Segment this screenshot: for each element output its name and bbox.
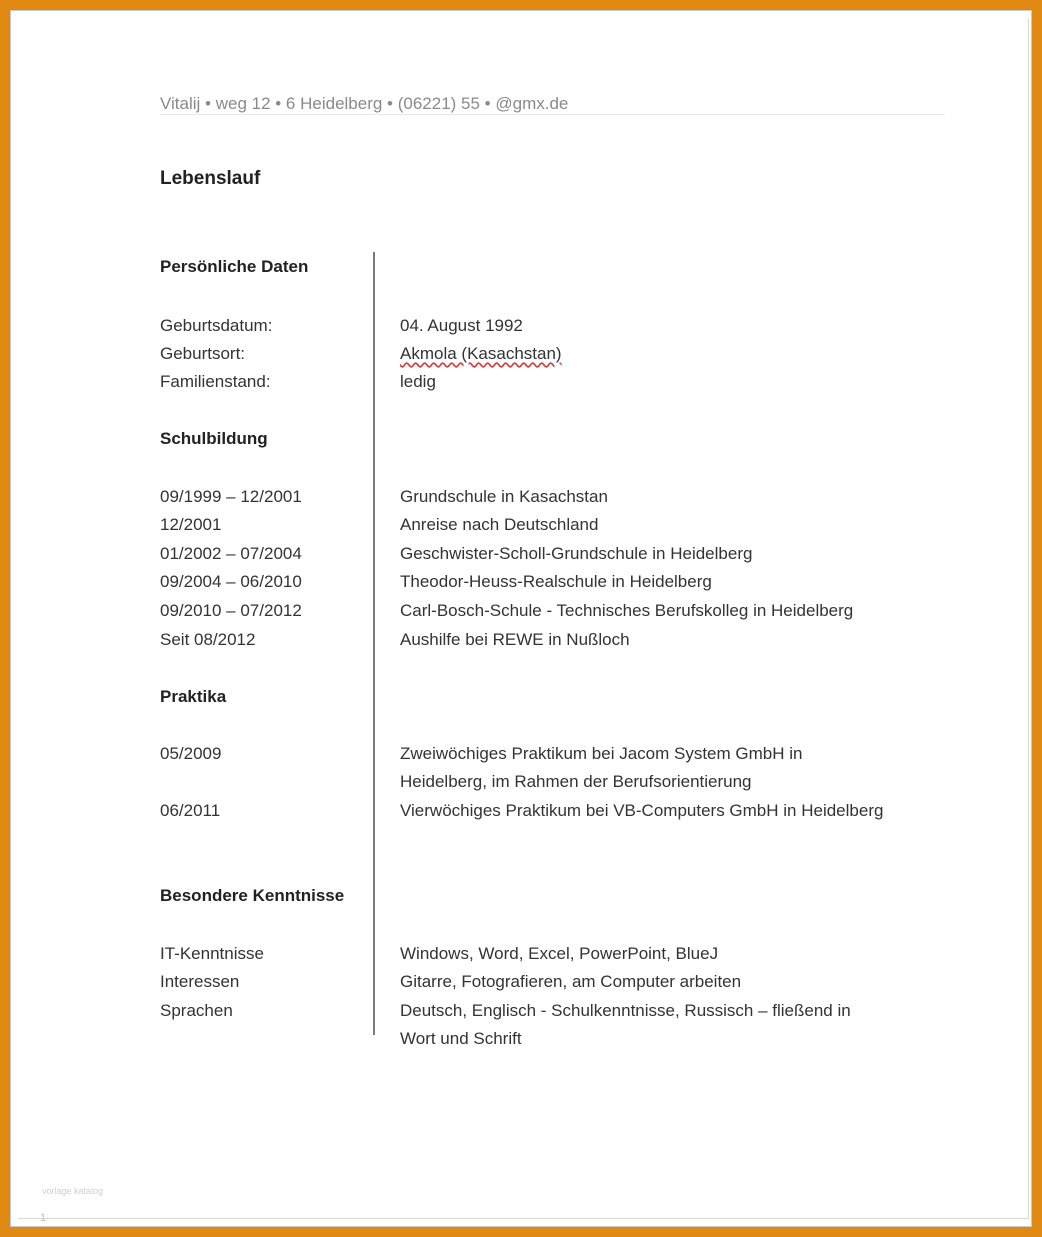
row-label: 01/2002 – 07/2004 (160, 544, 302, 563)
row-label: 05/2009 (160, 744, 222, 763)
row-value: Carl-Bosch-Schule - Technisches Berufskolleg in Heidelberg (400, 601, 854, 620)
row-value: Geschwister-Scholl-Grundschule in Heidelberg (400, 544, 753, 563)
row-value: Zweiwöchiges Praktikum bei Jacom System GmbH in Heidelberg, im Rahmen der Berufsorientierung (400, 744, 803, 791)
row-label: Sprachen (160, 1001, 233, 1020)
row-label: IT-Kenntnisse (160, 944, 264, 963)
row-label: Seit 08/2012 (160, 630, 256, 649)
row-label: 09/2010 – 07/2012 (160, 601, 302, 620)
section-heading-school: Schulbildung (160, 429, 268, 448)
column-divider (373, 252, 375, 1035)
header-divider (160, 114, 945, 115)
row-value: Vierwöchiges Praktikum bei VB-Computers GmbH in Heidelberg (400, 801, 884, 820)
row-value: Grundschule in Kasachstan (400, 487, 608, 506)
row-label: Geburtsort: (160, 344, 246, 363)
row-label: Familienstand: (160, 372, 271, 391)
document-title: Lebenslauf (160, 168, 261, 189)
row-value: 04. August 1992 (400, 316, 523, 335)
row-label: 09/1999 – 12/2001 (160, 487, 302, 506)
row-label: Interessen (160, 972, 240, 991)
page-mark: 1 (40, 1212, 47, 1224)
row-value: Deutsch, Englisch - Schulkenntnisse, Russisch – fließend in Wort und Schrift (400, 1001, 851, 1048)
row-value: ledig (400, 372, 436, 391)
row-label: 12/2001 (160, 515, 222, 534)
row-label: Geburtsdatum: (160, 316, 273, 335)
section-heading-internships: Praktika (160, 687, 227, 706)
row-label: 06/2011 (160, 801, 221, 820)
row-value: Gitarre, Fotografieren, am Computer arbeiten (400, 972, 742, 991)
row-value: Aushilfe bei REWE in Nußloch (400, 630, 630, 649)
row-label: 09/2004 – 06/2010 (160, 572, 302, 591)
section-heading-personal: Persönliche Daten (160, 257, 309, 276)
row-value: Anreise nach Deutschland (400, 515, 599, 534)
contact-line: Vitalij • weg 12 • 6 Heidelberg • (06221) 55 • @gmx.de (160, 94, 569, 113)
row-value: Akmola (Kasachstan) (400, 344, 562, 363)
watermark: vorlage katalog (42, 1186, 104, 1196)
row-value: Windows, Word, Excel, PowerPoint, BlueJ (400, 944, 719, 963)
row-value: Theodor-Heuss-Realschule in Heidelberg (400, 572, 712, 591)
section-heading-skills: Besondere Kenntnisse (160, 886, 345, 905)
